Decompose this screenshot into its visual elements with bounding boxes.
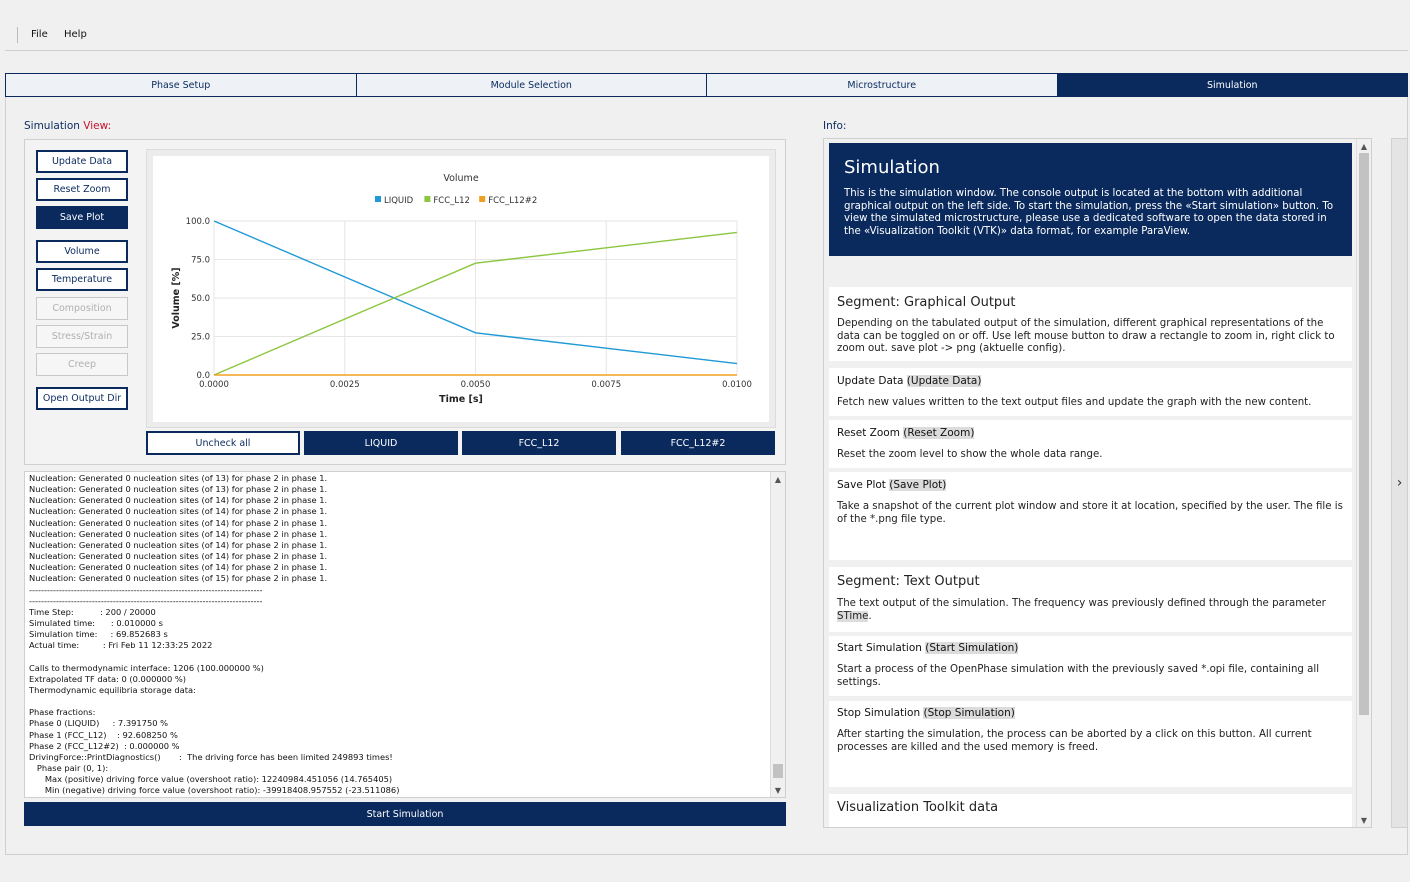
chevron-up-icon[interactable]: ▲: [774, 474, 782, 484]
x-tick-label: 0.0050: [460, 380, 491, 390]
title-accent: View:: [83, 120, 112, 132]
info-panel[interactable]: [823, 138, 1372, 828]
info-card-update: [829, 368, 1352, 416]
stime-param: STime: [837, 610, 869, 622]
x-tick-label: 0.0000: [199, 380, 229, 390]
x-axis-label: Time [s]: [439, 394, 483, 405]
plot-area[interactable]: [153, 156, 769, 422]
info-hero-text: This is the simulation window. The console output is located at the bottom with additional graphical output on the left side. To start the simulation, press the «Start simulation» button. To view the simulated microstructure, please use a dedicated software to open the data stored in the «Visualization Toolkit (VTK)» data format, for example ParaView.: [844, 188, 1334, 237]
info-label: Info:: [823, 120, 847, 132]
open-output-dir-button[interactable]: Open Output Dir: [36, 387, 128, 410]
stress-strain-button: Stress/Strain: [36, 325, 128, 348]
console-output[interactable]: [24, 471, 786, 798]
info-card-text-output: [829, 567, 1352, 632]
y-tick-label: 50.0: [191, 294, 210, 304]
info-card-graphical: [829, 287, 1352, 361]
update-data-text: Fetch new values written to the text output files and update the graph with the new content.: [837, 397, 1312, 408]
tab-microstructure[interactable]: Microstructure: [707, 74, 1058, 96]
tab-simulation[interactable]: Simulation: [1058, 74, 1408, 96]
tab-module-selection[interactable]: Module Selection: [357, 74, 708, 96]
legend-swatch: [479, 196, 485, 202]
seg-text-end: .: [868, 610, 872, 622]
info-hero-title: Simulation: [844, 157, 940, 178]
x-tick-label: 0.0100: [722, 380, 752, 390]
update-title: Update Data: [837, 375, 904, 387]
liquid-toggle-button[interactable]: LIQUID: [304, 431, 458, 455]
temperature-button[interactable]: Temperature: [36, 268, 128, 291]
legend-label: FCC_L12#2: [488, 196, 538, 206]
info-card-stop: [829, 701, 1352, 787]
creep-button: Creep: [36, 353, 128, 376]
fcc-l12-2-toggle-button[interactable]: FCC_L12#2: [621, 431, 775, 455]
save-plot-text: Take a snapshot of the current plot window and store it at location, specified by the user. The file is of the *.png file type.: [837, 501, 1343, 525]
chevron-up-icon[interactable]: ▲: [1360, 141, 1368, 151]
info-scroll-thumb[interactable]: [1359, 153, 1369, 715]
info-hero: [829, 143, 1352, 256]
update-tag: (Update Data): [906, 375, 982, 387]
reset-title: Reset Zoom: [837, 427, 900, 439]
chart-grid: [214, 221, 737, 375]
update-data-button[interactable]: Update Data: [36, 150, 128, 173]
y-tick-label: 75.0: [191, 255, 210, 266]
seg-graphical-text: Depending on the tabulated output of the simulation, different graphical representations of the data can be toggled on or off. Use left mouse button to draw a rectangle to zoom in, right click to zoom out. save plot -> png (aktuelle config).: [837, 318, 1335, 355]
menu-file[interactable]: File: [31, 29, 48, 40]
x-tick-label: 0.0025: [329, 380, 360, 390]
chart-title: Volume: [443, 173, 479, 184]
y-tick-label: 100.0: [185, 217, 210, 227]
y-axis-label: Volume [%]: [171, 267, 182, 329]
chart-ticks: [186, 217, 752, 390]
start-simulation-heading: [837, 642, 1344, 654]
save-plot-button[interactable]: Save Plot: [36, 206, 128, 229]
start-simulation-text: Start a process of the OpenPhase simulation with the previously saved *.opi file, containing all settings.: [837, 664, 1320, 688]
title-main: Simulation: [24, 120, 80, 132]
start-tag: (Start Simulation): [925, 642, 1019, 654]
stop-simulation-text: After starting the simulation, the process can be aborted by a click on this button. All current processes are killed and the used memory is freed.: [837, 729, 1312, 753]
start-title: Start Simulation: [837, 642, 922, 654]
menu-separator: [17, 27, 18, 43]
y-tick-label: 0.0: [196, 371, 210, 381]
menu-bar: [0, 24, 1410, 46]
info-scrollbar[interactable]: [1356, 139, 1371, 827]
volume-chart[interactable]: [153, 156, 769, 422]
save-plot-heading: [837, 479, 1344, 491]
fcc-l12-toggle-button[interactable]: FCC_L12: [462, 431, 616, 455]
scroll-thumb[interactable]: [773, 764, 783, 778]
chart-legend: [375, 196, 537, 206]
stop-tag: (Stop Simulation): [923, 707, 1015, 719]
chevron-right-icon[interactable]: ›: [1391, 138, 1408, 828]
seg-text-paragraph: [837, 598, 1344, 623]
info-card-start: [829, 636, 1352, 696]
menu-help[interactable]: Help: [64, 29, 87, 40]
chevron-down-icon[interactable]: ▼: [774, 785, 782, 795]
seg-graphical-title: Segment: Graphical Output: [837, 295, 1016, 310]
simulation-view-title: [24, 120, 111, 132]
info-card-save: [829, 472, 1352, 560]
legend-swatch: [424, 196, 430, 202]
save-tag: (Save Plot): [889, 479, 947, 491]
tab-bar: [5, 73, 1408, 97]
seg-text-title: Segment: Text Output: [837, 574, 980, 589]
legend-swatch: [375, 196, 381, 202]
menu-divider: [5, 50, 1408, 51]
start-simulation-button[interactable]: Start Simulation: [24, 802, 786, 826]
y-tick-label: 25.0: [191, 332, 210, 343]
uncheck-all-button[interactable]: Uncheck all: [146, 431, 300, 455]
seg-vtk-title: Visualization Toolkit data: [837, 800, 999, 815]
update-data-heading: [837, 375, 1344, 387]
x-tick-label: 0.0075: [591, 380, 622, 390]
legend-label: LIQUID: [384, 196, 414, 206]
stop-simulation-heading: [837, 707, 1344, 719]
volume-button[interactable]: Volume: [36, 240, 128, 263]
info-card-vtk: [829, 794, 1352, 828]
reset-tag: (Reset Zoom): [903, 427, 975, 439]
composition-button: Composition: [36, 297, 128, 320]
console-text: Nucleation: Generated 0 nucleation sites (of 13) for phase 2 in phase 1. Nucleation: Generated 0 nucleation sites (of 13) for phase 2 in phase 1. Nucleation: Generated 0 nucleation sites (of 14) for phase 2 in phase 1. Nucleation: Generated 0 nucleation sites (of 14) for phase 2 in phase 1. Nucleation: Generated 0 nucleation sites (of 14) for phase 2 in phase 1. Nucleation: Generated 0 nucleation sites (of 14) for phase 2 in phase 1. Nucleation: Generated 0 nucleation sites (of 14) for phase 2 in phase 1. Nucleation: Generated 0 nucleation sites (of 14) for phase 2 in phase 1. Nucleation: Generated 0 nucleation sites (of 14) for phase 2 in phase 1. Nucleation: Generated 0 nucleation sites (of 15) for phase 2 in phase 1. ------------------------------------------------------------------------------ ------------------------------------------------------------------------------ Time Step: : 200 / 20000 Simulated time: : 0.010000 s Simulation time: : 69.852683 s Actual time: : Fri Feb 11 12:33:25 2022 Calls to thermodynamic interface: 1206 (100.000000 %) Extrapolated TF data: 0 (0.000000 %) Thermodynamic equilibria storage data: Phase fractions: Phase 0 (LIQUID) : 7.391750 % Phase 1 (FCC_L12) : 92.608250 % Phase 2 (FCC_L12#2) : 0.000000 % DrivingForce::PrintDiagnostics() : The driving force has been limited 249893 times! Phase pair (0, 1): Max (positive) driving force value (overshoot ratio): 12240984.451056 (14.765405) Min (negative) driving force value (overshoot ratio): -39918408.957552 (-23.511086): [29, 473, 400, 795]
reset-zoom-text: Reset the zoom level to show the whole data range.: [837, 449, 1103, 460]
seg-text-body: The text output of the simulation. The frequency was previously defined through the parameter: [837, 598, 1326, 609]
reset-zoom-heading: [837, 427, 1344, 439]
save-title: Save Plot: [837, 479, 886, 491]
console-scrollbar[interactable]: [770, 472, 785, 797]
reset-zoom-button[interactable]: Reset Zoom: [36, 178, 128, 201]
stop-title: Stop Simulation: [837, 707, 921, 719]
tab-phase-setup[interactable]: Phase Setup: [6, 74, 357, 96]
chevron-down-icon[interactable]: ▼: [1360, 815, 1368, 825]
legend-label: FCC_L12: [433, 196, 470, 206]
info-card-reset: [829, 420, 1352, 468]
